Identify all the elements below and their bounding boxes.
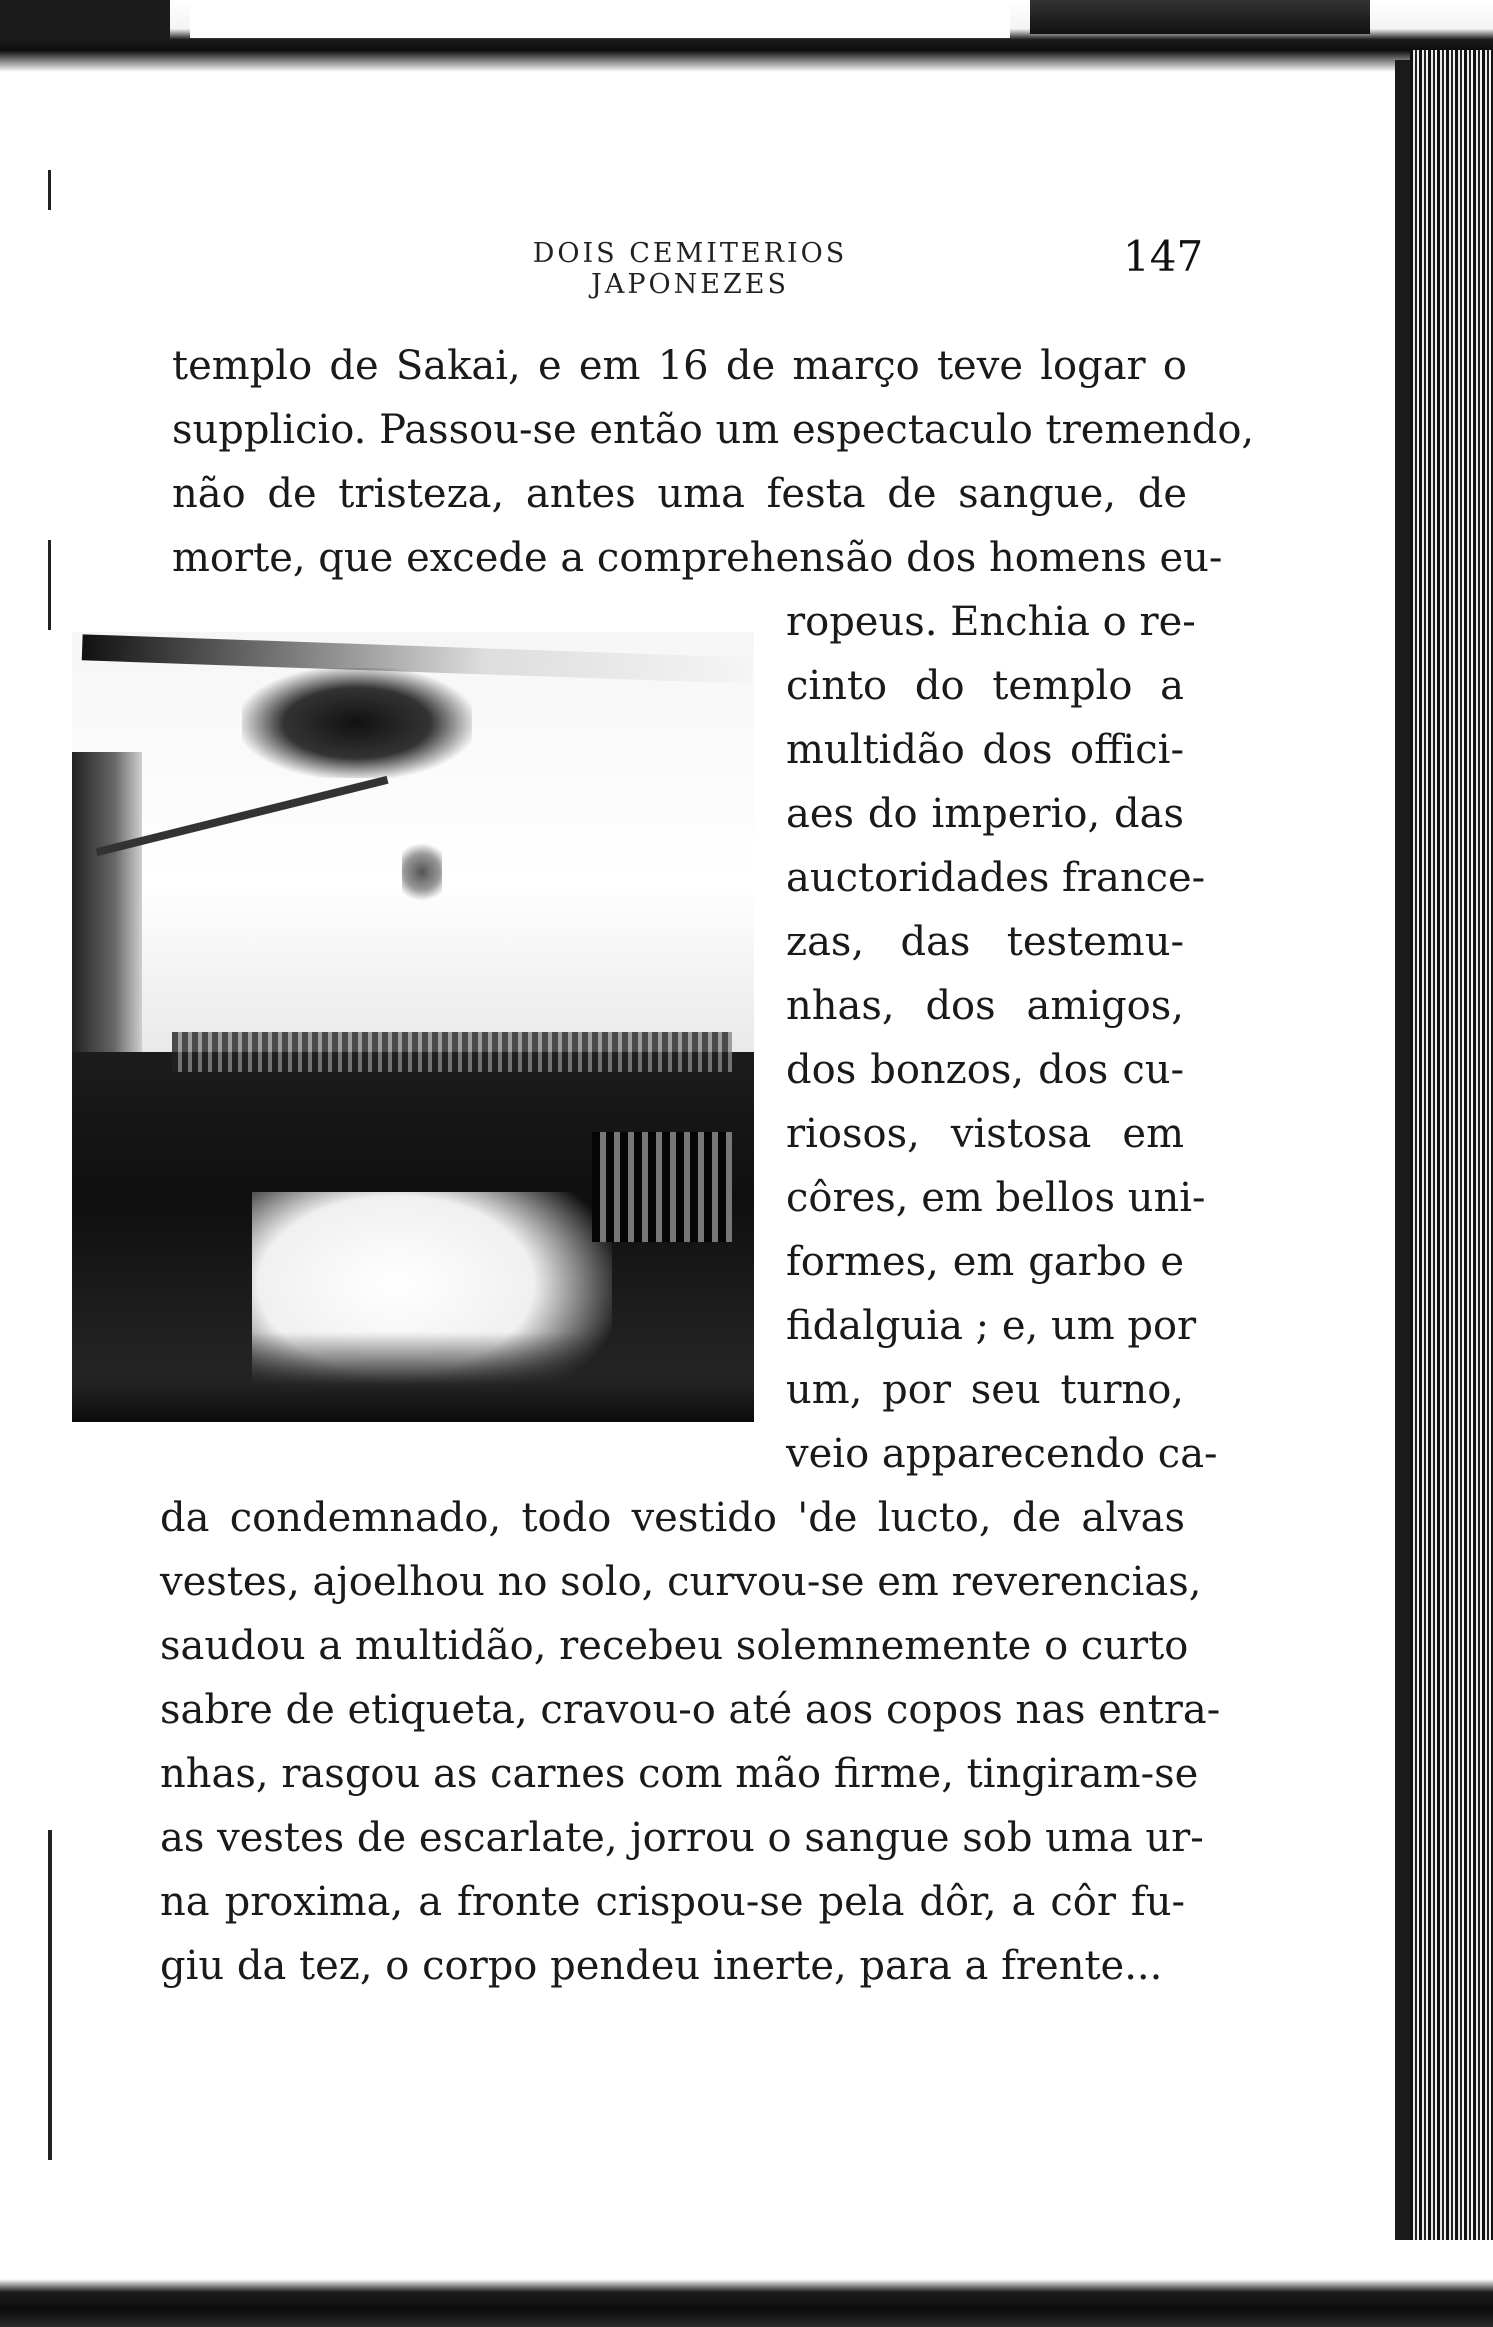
- text-line: templo de Sakai, e em 16 de março teve logar o: [172, 343, 1187, 389]
- text-line: veio apparecendo ca-: [786, 1431, 1218, 1477]
- text-line: as vestes de escarlate, jorrou o sangue sob uma ur-: [160, 1815, 1204, 1861]
- text-line: fidalguia ; e, um por: [786, 1303, 1197, 1349]
- text-line: dos bonzos, dos cu-: [786, 1047, 1184, 1093]
- text-line: multidão dos offici-: [786, 727, 1184, 773]
- text-line: da condemnado, todo vestido 'de lucto, de alvas: [160, 1495, 1185, 1541]
- text-line: saudou a multidão, recebeu solemnemente o curto: [160, 1623, 1189, 1669]
- text-line: supplicio. Passou-se então um espectaculo tremendo,: [172, 407, 1255, 453]
- scan-top-paper: [190, 0, 1010, 38]
- scan-top-left-blot: [0, 0, 170, 40]
- text-line: formes, em garbo e: [786, 1239, 1184, 1285]
- text-line: ropeus. Enchia o re-: [786, 599, 1196, 645]
- text-line: um, por seu turno,: [786, 1367, 1184, 1413]
- scan-left-mark: [48, 1830, 52, 2160]
- text-line: giu da tez, o corpo pendeu inerte, para a frente...: [160, 1943, 1163, 1989]
- text-line: vestes, ajoelhou no solo, curvou-se em reverencias,: [160, 1559, 1202, 1605]
- text-line: na proxima, a fronte crispou-se pela dôr, a côr fu-: [160, 1879, 1185, 1925]
- text-line: aes do imperio, das: [786, 791, 1184, 837]
- text-line: riosos, vistosa em: [786, 1111, 1184, 1157]
- text-line: não de tristeza, antes uma festa de sangue, de: [172, 471, 1187, 517]
- text-line: auctoridades france-: [786, 855, 1206, 901]
- running-title: DOIS CEMITERIOS JAPONEZES: [532, 238, 848, 300]
- text-line: nhas, rasgou as carnes com mão firme, tingiram-se: [160, 1751, 1199, 1797]
- page-number: 147: [1123, 232, 1204, 281]
- scan-left-mark: [48, 540, 51, 630]
- scan-bottom-shadow: [0, 2240, 1493, 2327]
- text-line: zas, das testemu-: [786, 919, 1184, 965]
- temple-photograph: [72, 632, 754, 1422]
- text-line: morte, que excede a comprehensão dos homens eu-: [172, 535, 1223, 581]
- scan-left-mark: [48, 170, 51, 210]
- text-line: sabre de etiqueta, cravou-o até aos copos nas entra-: [160, 1687, 1221, 1733]
- scan-top-right-blot: [1030, 0, 1370, 34]
- book-page-edges: [1410, 50, 1493, 2327]
- text-line: côres, em bellos uni-: [786, 1175, 1206, 1221]
- text-line: cinto do templo a: [786, 663, 1184, 709]
- text-line: nhas, dos amigos,: [786, 983, 1184, 1029]
